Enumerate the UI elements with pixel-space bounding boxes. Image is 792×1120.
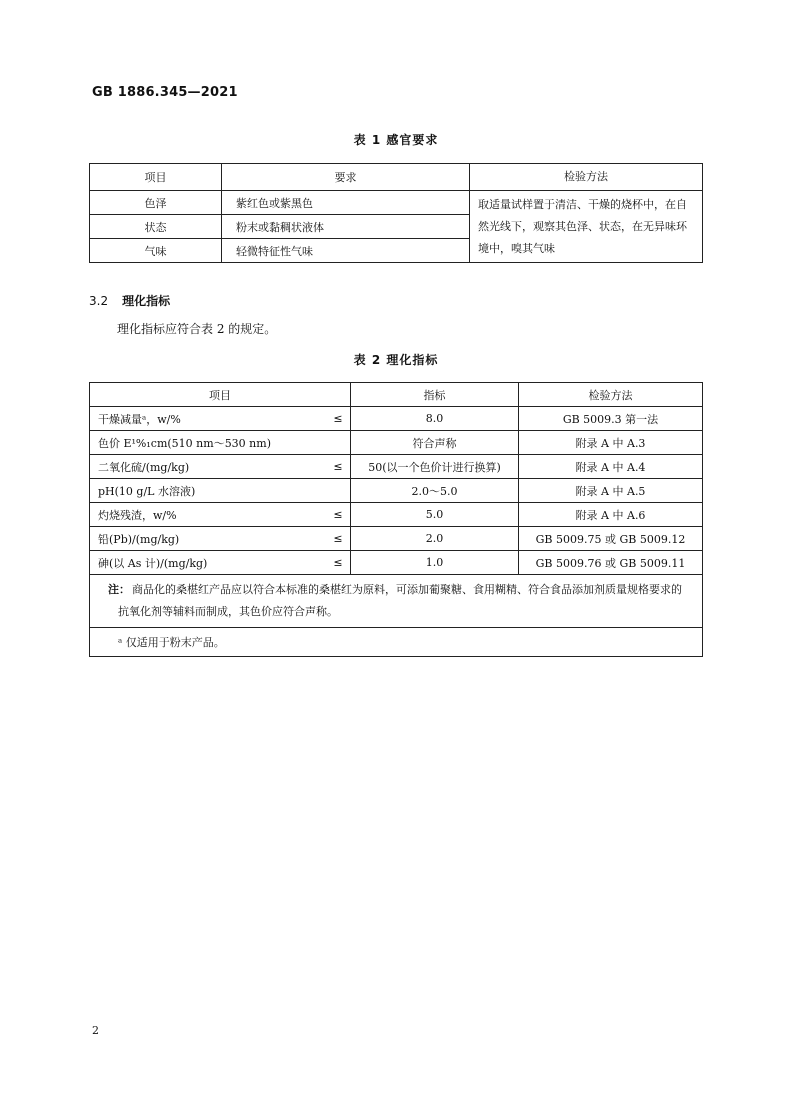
row-method: GB 5009.75 或 GB 5009.12 (519, 527, 703, 551)
row-item: 铅(Pb)/(mg/kg) (90, 527, 333, 551)
table-row (90, 479, 703, 503)
row-item: 气味 (90, 239, 222, 263)
header-requirement: 要求 (222, 164, 470, 191)
section-number: 3.2 (89, 294, 109, 308)
row-requirement: 紫红色或紫黑色 (222, 191, 470, 215)
header-item: 项目 (90, 383, 351, 407)
row-comparator (332, 479, 351, 503)
row-item: 色泽 (90, 191, 222, 215)
inspection-method: 取适量试样置于清洁、干燥的烧杯中，在自然光线下，观察其色泽、状态，在无异味环境中，嗅其气味 (470, 191, 703, 263)
header-method: 检验方法 (470, 164, 703, 191)
row-item: 砷(以 As 计)/(mg/kg) (90, 551, 333, 575)
section-paragraph: 理化指标应符合表 2 的规定。 (117, 322, 277, 336)
table-header-row (90, 164, 703, 191)
table-row (90, 431, 703, 455)
row-comparator: ≤ (332, 503, 351, 527)
row-item: 二氧化硫/(mg/kg) (90, 455, 333, 479)
table-row (90, 407, 703, 431)
row-item: 干燥减量ᵃ，w/% (90, 407, 333, 431)
row-method: GB 5009.3 第一法 (519, 407, 703, 431)
row-item: pH(10 g/L 水溶液) (90, 479, 333, 503)
table-header-row (90, 383, 703, 407)
table-footnote: ᵃ 仅适用于粉末产品。 (90, 628, 703, 657)
table-note (90, 575, 703, 628)
row-comparator (332, 431, 351, 455)
table-row (90, 551, 703, 575)
row-item: 灼烧残渣，w/% (90, 503, 333, 527)
row-comparator: ≤ (332, 551, 351, 575)
section-heading (89, 292, 170, 309)
row-value: 符合声称 (351, 431, 519, 455)
table-row (90, 503, 703, 527)
row-requirement: 轻微特征性气味 (222, 239, 470, 263)
row-method: GB 5009.76 或 GB 5009.11 (519, 551, 703, 575)
row-method: 附录 A 中 A.4 (519, 455, 703, 479)
note-label: 注： (108, 583, 130, 596)
table-row (90, 191, 703, 215)
row-item: 色价 E¹%₁cm(510 nm～530 nm) (90, 431, 333, 455)
row-value: 50(以一个色价计进行换算) (351, 455, 519, 479)
row-value: 2.0 (351, 527, 519, 551)
table-row (90, 527, 703, 551)
row-item: 状态 (90, 215, 222, 239)
sensory-requirements-table (89, 163, 703, 263)
row-value: 1.0 (351, 551, 519, 575)
note-text: 商品化的桑椹红产品应以符合本标准的桑椹红为原料，可添加葡聚糖、食用糊精、符合食品添加剂质量规格要求的抗氧化剂等辅料而制成，其色价应符合声称。 (118, 583, 682, 618)
row-value: 2.0～5.0 (351, 479, 519, 503)
standard-code: GB 1886.345—2021 (92, 85, 238, 100)
row-value: 5.0 (351, 503, 519, 527)
row-comparator: ≤ (332, 455, 351, 479)
row-comparator: ≤ (332, 407, 351, 431)
row-method: 附录 A 中 A.6 (519, 503, 703, 527)
row-requirement: 粉末或黏稠状液体 (222, 215, 470, 239)
page-number: 2 (92, 1024, 99, 1037)
header-index: 指标 (351, 383, 519, 407)
table2-title: 表 2 理化指标 (353, 353, 439, 367)
row-method: 附录 A 中 A.5 (519, 479, 703, 503)
table-row (90, 455, 703, 479)
row-value: 8.0 (351, 407, 519, 431)
row-method: 附录 A 中 A.3 (519, 431, 703, 455)
header-item: 项目 (90, 164, 222, 191)
physicochemical-table (89, 382, 703, 657)
table-note-row (90, 575, 703, 628)
row-comparator: ≤ (332, 527, 351, 551)
header-method: 检验方法 (519, 383, 703, 407)
table1-title: 表 1 感官要求 (353, 133, 439, 147)
section-title: 理化指标 (122, 294, 171, 308)
table-footnote-row (90, 628, 703, 657)
